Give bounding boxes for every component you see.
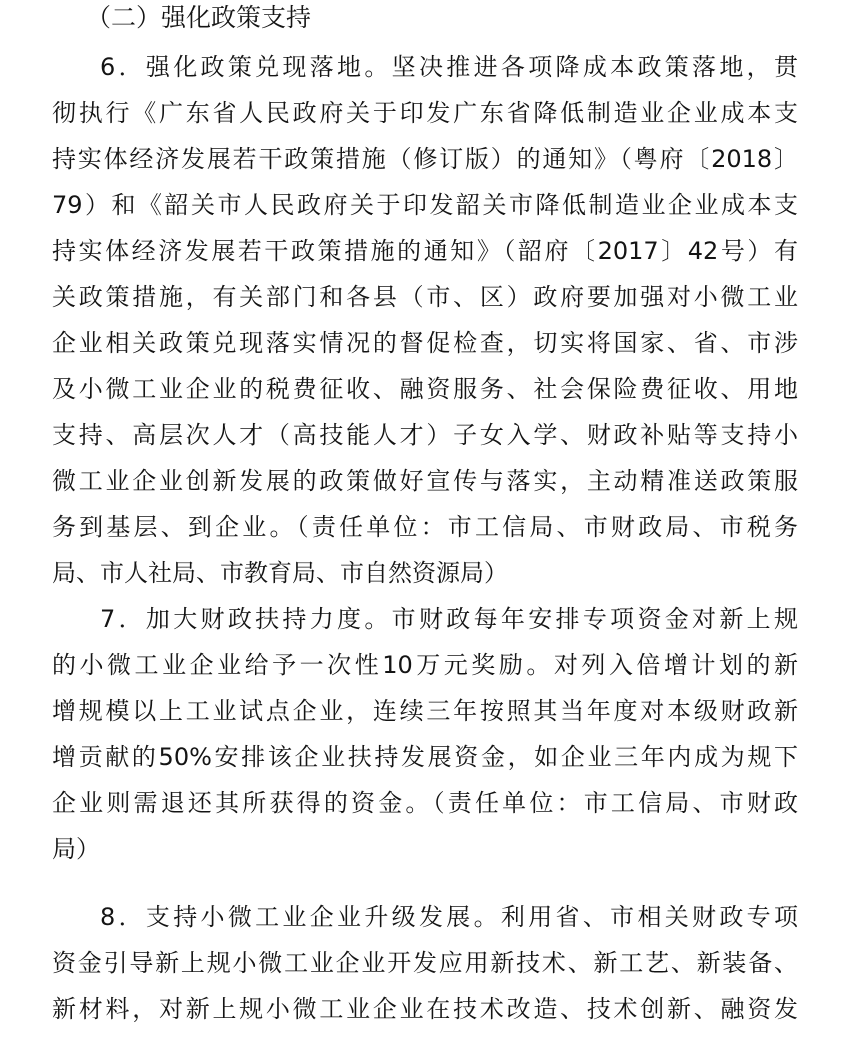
paragraph-6-line-11: 务到基层、到企业。（责任单位：市工信局、市财政局、市税务	[52, 513, 798, 541]
paragraph-7-line-3: 增规模以上工业试点企业，连续三年按照其当年度对本级财政新	[52, 697, 798, 725]
paragraph-6-line-7: 企业相关政策兑现落实情况的督促检查，切实将国家、省、市涉	[52, 329, 798, 357]
paragraph-7-line-1: 7．加大财政扶持力度。市财政每年安排专项资金对新上规	[100, 605, 798, 633]
paragraph-8-line-1: 8．支持小微工业企业升级发展。利用省、市相关财政专项	[100, 903, 798, 931]
paragraph-7-line-6: 局）	[52, 835, 100, 863]
paragraph-6-line-6: 关政策措施，有关部门和各县（市、区）政府要加强对小微工业	[52, 283, 798, 311]
paragraph-6-line-4: 79）和《韶关市人民政府关于印发韶关市降低制造业企业成本支	[52, 191, 798, 219]
section-heading: （二）强化政策支持	[86, 3, 312, 32]
paragraph-8-line-2: 资金引导新上规小微工业企业开发应用新技术、新工艺、新装备、	[52, 949, 798, 977]
paragraph-6-line-2: 彻执行《广东省人民政府关于印发广东省降低制造业企业成本支	[52, 99, 798, 127]
paragraph-6-line-5: 持实体经济发展若干政策措施的通知》（韶府〔2017〕42号）有	[52, 237, 798, 265]
paragraph-7-line-5: 企业则需退还其所获得的资金。（责任单位：市工信局、市财政	[52, 789, 798, 817]
paragraph-6-line-8: 及小微工业企业的税费征收、融资服务、社会保险费征收、用地	[52, 375, 798, 403]
paragraph-8-line-3: 新材料，对新上规小微工业企业在技术改造、技术创新、融资发	[52, 995, 798, 1023]
paragraph-7-line-2: 的小微工业企业给予一次性10万元奖励。对列入倍增计划的新	[52, 651, 798, 679]
paragraph-7-line-4: 增贡献的50%安排该企业扶持发展资金，如企业三年内成为规下	[52, 743, 798, 771]
paragraph-6-line-3: 持实体经济发展若干政策措施（修订版）的通知》（粤府〔2018〕	[52, 145, 798, 173]
paragraph-6-line-9: 支持、高层次人才（高技能人才）子女入学、财政补贴等支持小	[52, 421, 798, 449]
paragraph-6-line-12: 局、市人社局、市教育局、市自然资源局）	[52, 559, 508, 587]
paragraph-6-line-10: 微工业企业创新发展的政策做好宣传与落实，主动精准送政策服	[52, 467, 798, 495]
paragraph-6-line-1: 6．强化政策兑现落地。坚决推进各项降成本政策落地，贯	[100, 53, 798, 81]
